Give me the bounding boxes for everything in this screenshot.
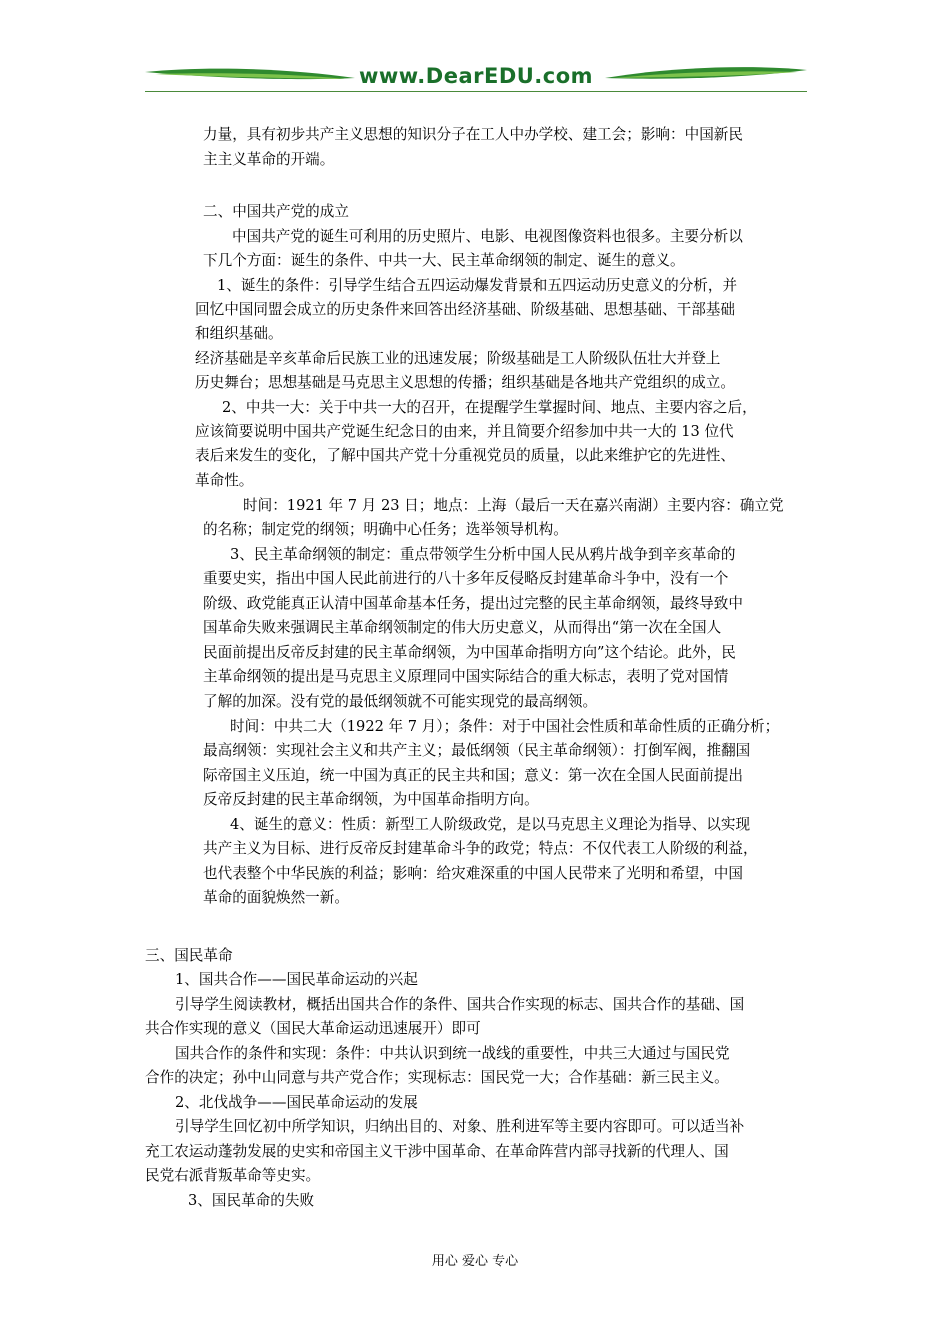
site-logo[interactable]: www.DearEDU.com bbox=[358, 64, 594, 88]
text-line: 际帝国主义压迫，统一中国为真正的民主共和国；意义：第一次在全国人民面前提出 bbox=[203, 767, 743, 784]
page-footer: 用心 爱心 专心 bbox=[431, 1254, 519, 1269]
text-line: 1、诞生的条件：引导学生结合五四运动爆发背景和五四运动历史意义的分析，并 bbox=[217, 277, 738, 294]
text-line: 重要史实，指出中国人民此前进行的八十多年反侵略反封建革命斗争中，没有一个 bbox=[203, 570, 729, 587]
text-line: 时间：中共二大（1922 年 7 月）；条件：对于中国社会性质和革命性质的正确分析； bbox=[230, 718, 780, 735]
section-heading: 二、中国共产党的成立 bbox=[203, 203, 349, 220]
text-line: 3、民主革命纲领的制定：重点带领学生分析中国人民从鸦片战争到辛亥革命的 bbox=[230, 546, 736, 563]
text-line: 引导学生阅读教材，概括出国共合作的条件、国共合作实现的标志、国共合作的基础、国 bbox=[175, 996, 745, 1013]
text-line: 的名称；制定党的纲领；明确中心任务；选举领导机构。 bbox=[203, 521, 568, 538]
text-line: 反帝反封建的民主革命纲领，为中国革命指明方向。 bbox=[203, 791, 539, 808]
text-line: 主革命纲领的提出是马克思主义原理同中国实际结合的重大标志，表明了党对国情 bbox=[203, 668, 729, 685]
text-line: 4、诞生的意义：性质：新型工人阶级政党，是以马克思主义理论为指导、以实现 bbox=[230, 816, 751, 833]
header-divider bbox=[145, 91, 807, 92]
text-line: 2、中共一大：关于中共一大的召开，在提醒学生掌握时间、地点、主要内容之后， bbox=[222, 399, 757, 416]
text-line: 合作的决定；孙中山同意与共产党合作；实现标志：国民党一大；合作基础：新三民主义。 bbox=[145, 1069, 729, 1086]
text-line: 经济基础是辛亥革命后民族工业的迅速发展；阶级基础是工人阶级队伍壮大并登上 bbox=[195, 350, 721, 367]
text-line: 应该简要说明中国共产党诞生纪念日的由来，并且简要介绍参加中共一大的 13 位代 bbox=[195, 423, 734, 440]
text-line: 下几个方面：诞生的条件、中共一大、民主革命纲领的制定、诞生的意义。 bbox=[203, 252, 685, 269]
text-line: 中国共产党的诞生可利用的历史照片、电影、电视图像资料也很多。主要分析以 bbox=[232, 228, 743, 245]
text-line: 阶级、政党能真正认清中国革命基本任务，提出过完整的民主革命纲领，最终导致中 bbox=[203, 595, 743, 612]
text-line: 引导学生回忆初中所学知识，归纳出目的、对象、胜利进军等主要内容即可。可以适当补 bbox=[175, 1118, 745, 1135]
text-line: 国共合作的条件和实现：条件：中共认识到统一战线的重要性，中共三大通过与国民党 bbox=[175, 1045, 730, 1062]
text-line: 共产主义为目标、进行反帝反封建革命斗争的政党；特点：不仅代表工人阶级的利益， bbox=[203, 840, 758, 857]
text-line: 回忆中国同盟会成立的历史条件来回答出经济基础、阶级基础、思想基础、干部基础 bbox=[195, 301, 735, 318]
text-line: 共合作实现的意义（国民大革命运动迅速展开）即可 bbox=[145, 1020, 481, 1037]
text-line: 和组织基础。 bbox=[195, 325, 283, 342]
text-line: 了解的加深。没有党的最低纲领就不可能实现党的最高纲领。 bbox=[203, 693, 598, 710]
page-header bbox=[145, 62, 807, 94]
text-line: 主主义革命的开端。 bbox=[203, 151, 335, 168]
text-line: 力量，具有初步共产主义思想的知识分子在工人中办学校、建工会；影响：中国新民 bbox=[203, 126, 743, 143]
text-line: 充工农运动蓬勃发展的史实和帝国主义干涉中国革命、在革命阵营内部寻找新的代理人、国 bbox=[145, 1143, 729, 1160]
text-line: 2、北伐战争——国民革命运动的发展 bbox=[175, 1094, 418, 1111]
text-line: 最高纲领：实现社会主义和共产主义；最低纲领（民主革命纲领）：打倒军阀，推翻国 bbox=[203, 742, 751, 759]
text-line: 历史舞台；思想基础是马克思主义思想的传播；组织基础是各地共产党组织的成立。 bbox=[195, 374, 735, 391]
text-line: 革命性。 bbox=[195, 472, 254, 489]
text-line: 3、国民革命的失败 bbox=[188, 1192, 315, 1209]
text-line: 民党右派背叛革命等史实。 bbox=[145, 1167, 321, 1184]
text-line: 1、国共合作——国民革命运动的兴起 bbox=[175, 971, 418, 988]
section-heading: 三、国民革命 bbox=[145, 947, 233, 964]
text-line: 国革命失败来强调民主革命纲领制定的伟大历史意义，从而得出“第一次在全国人 bbox=[203, 619, 722, 636]
text-line: 时间：1921 年 7 月 23 日；地点：上海（最后一天在嘉兴南湖）主要内容：确立党 bbox=[243, 497, 784, 514]
text-line: 民面前提出反帝反封建的民主革命纲领，为中国革命指明方向”这个结论。此外，民 bbox=[203, 644, 736, 661]
text-line: 表后来发生的变化，了解中国共产党十分重视党员的质量，以此来维护它的先进性、 bbox=[195, 447, 735, 464]
text-line: 革命的面貌焕然一新。 bbox=[203, 889, 349, 906]
text-line: 也代表整个中华民族的利益；影响：给灾难深重的中国人民带来了光明和希望，中国 bbox=[203, 865, 743, 882]
